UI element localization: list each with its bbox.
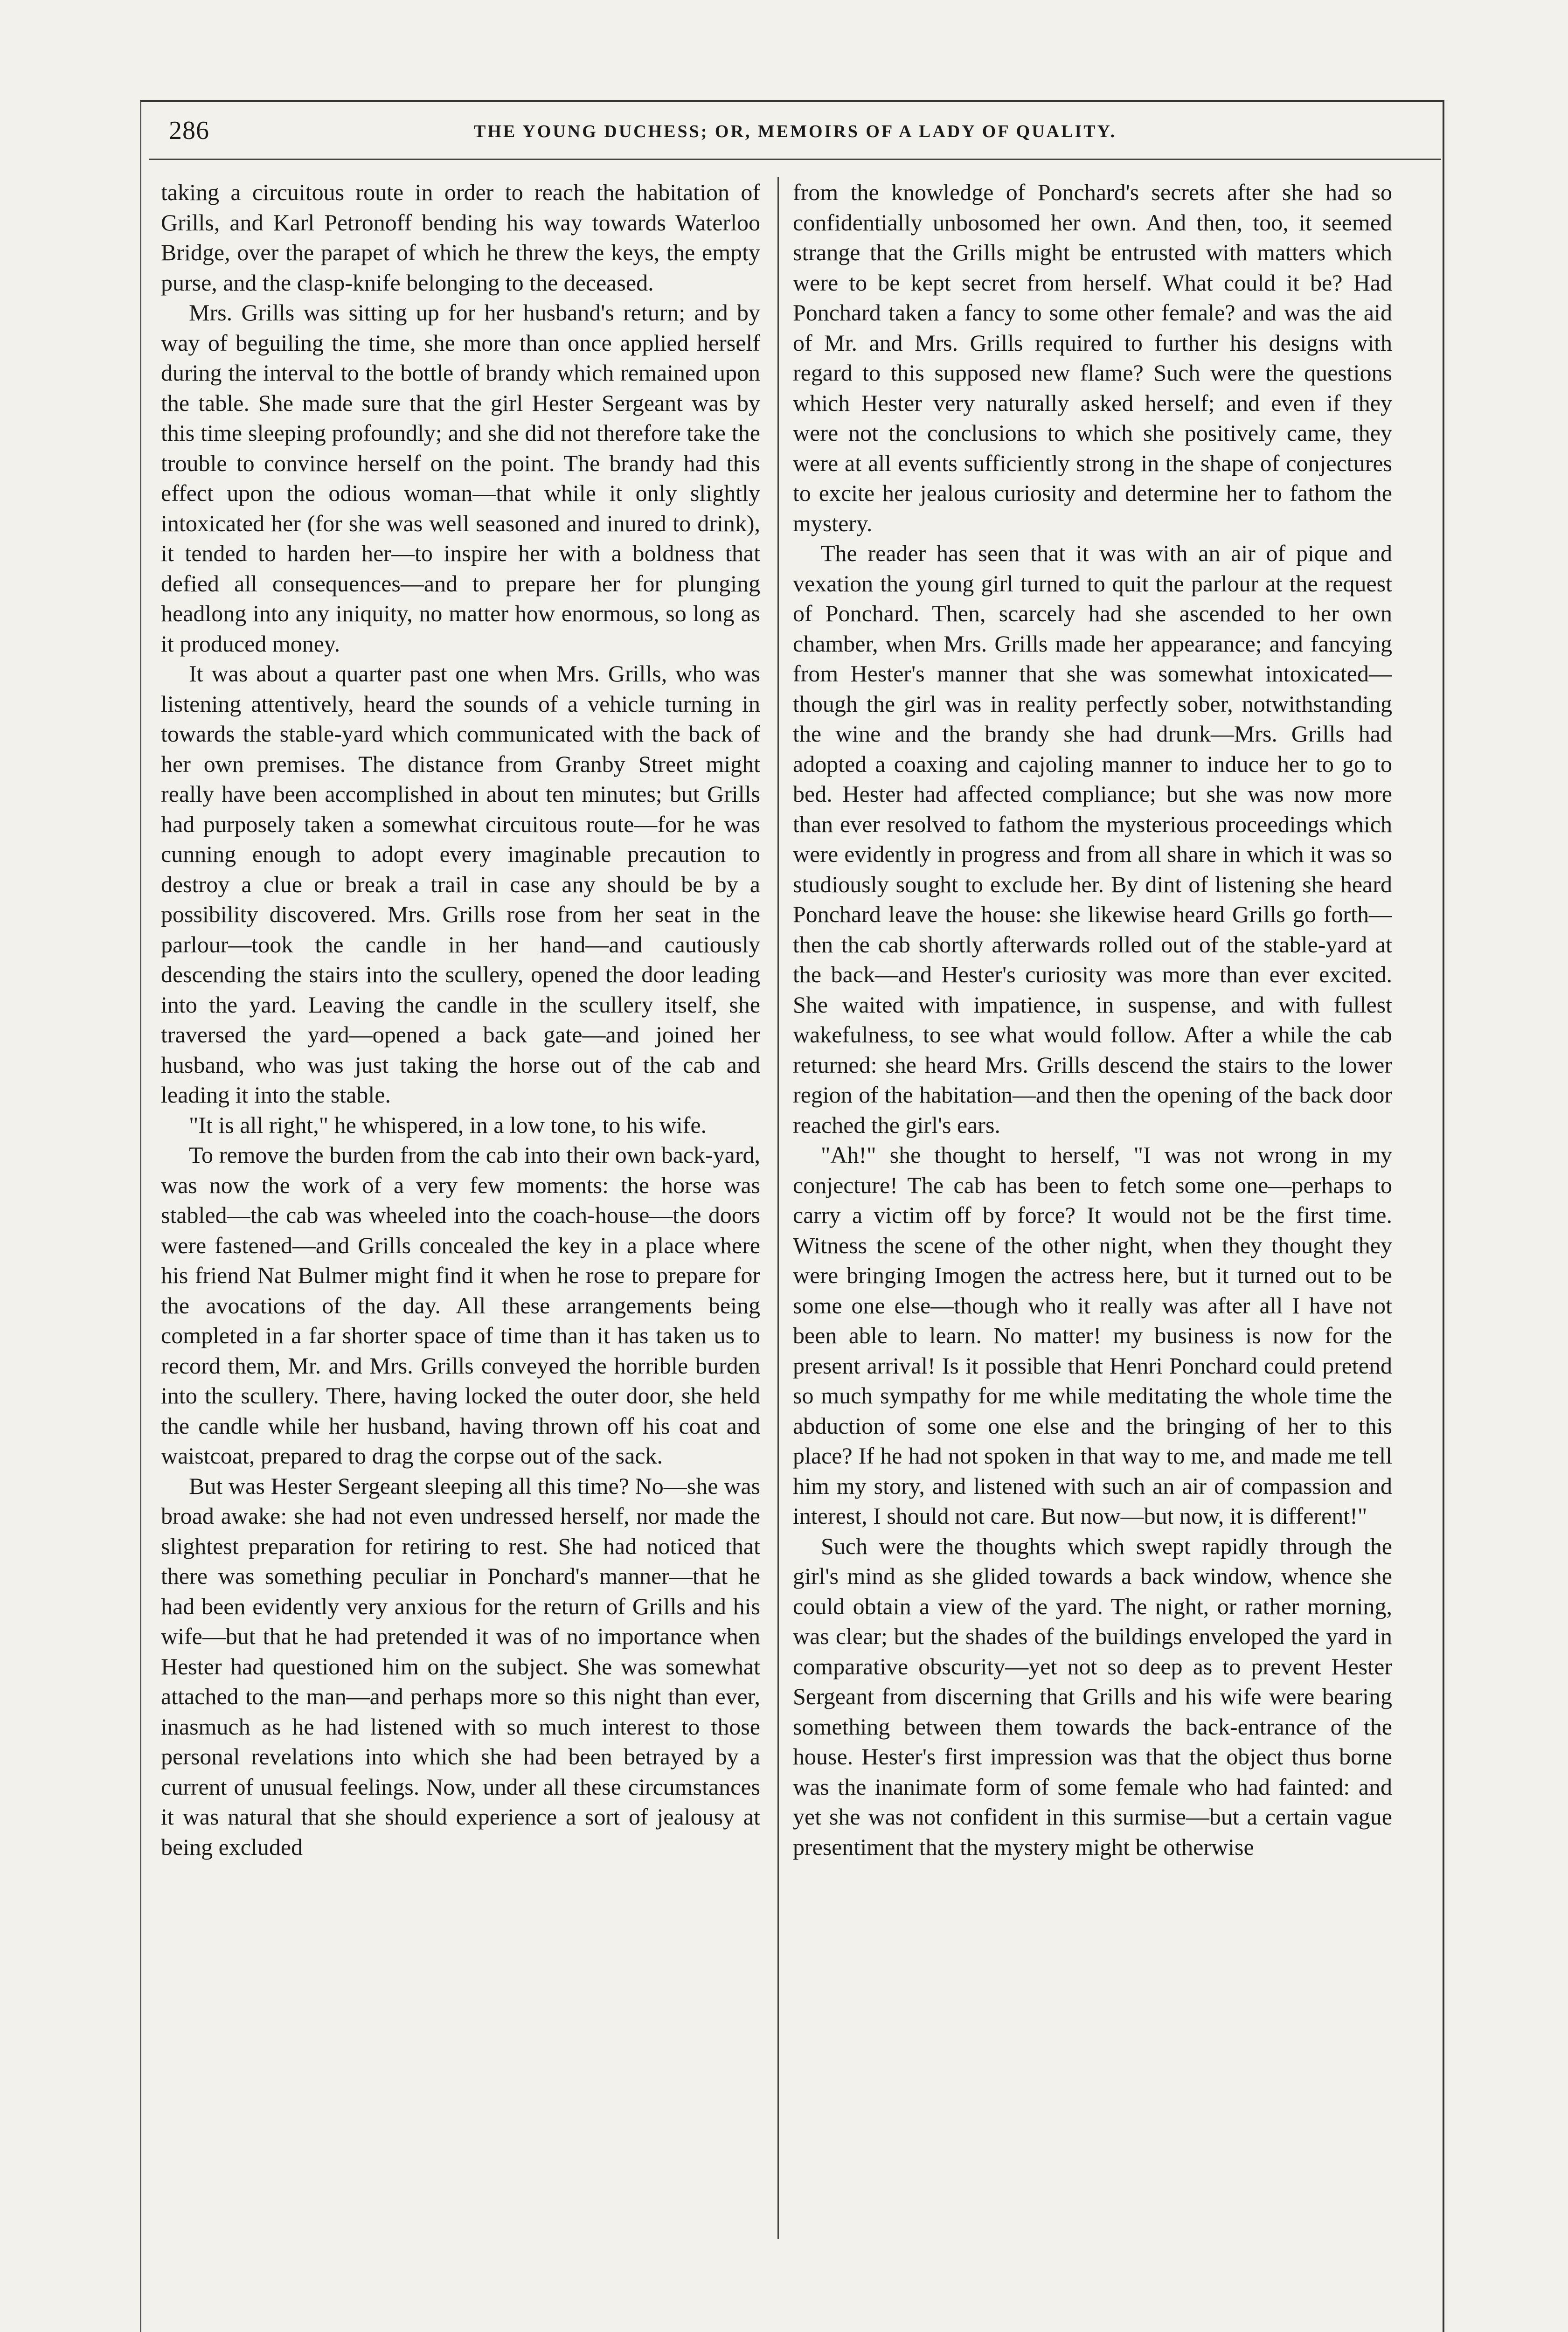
running-head — [159, 116, 1432, 162]
paragraph: The reader has seen that it was with an air of pique and vexation the young girl turned to quit the parlour at the request of Ponchard. Then, scarcely had she ascended to her own chamber, when Mrs. Grills made her appearance; and fancying from Hester's manner that she was somewhat intoxicated—though the girl was in reality perfectly sober, notwithstanding the wine and the brandy she had drunk—Mrs. Grills had adopted a coaxing and cajoling manner to induce her to go to bed. Hester had affected compliance; but she was now more than ever resolved to fathom the mysterious proceedings which were evidently in progress and from all share in which it was so studiously sought to exclude her. By dint of listening she heard Ponchard leave the house: she likewise heard Grills go forth—then the cab shortly afterwards rolled out of the stable-yard at the back—and Hester's curiosity was more than ever excited. She waited with impatience, in suspense, and with fullest wakefulness, to see what would follow. After a while the cab returned: she heard Mrs. Grills descend the stairs to the lower region of the habitation—and then the opening of the back door reached the girl's ears. — [793, 540, 1392, 1138]
running-title: THE YOUNG DUCHESS; OR, MEMOIRS OF A LADY OF QUALITY. — [473, 122, 1117, 141]
paragraph: from the knowledge of Ponchard's secrets after she had so confidentially unbosomed her own. And then, too, it seemed strange that the Grills might be entrusted with matters which were to be kept secret from herself. What could it be? Had Ponchard taken a fancy to some other female? and was the aid of Mr. and Mrs. Grills required to further his designs with regard to this supposed new flame? Such were the questions which Hester very naturally asked herself; and even if they were not the conclusions to which she positively came, they were at all events sufficiently strong in the shape of conjectures to excite her jealous curiosity and determine her to fathom the mystery. — [793, 179, 1392, 536]
paragraph: taking a circuitous route in order to reach the habitation of Grills, and Karl Petronoff bending his way towards Waterloo Bridge, over the parapet of which he threw the keys, the empty purse, and the clasp-knife belonging to the deceased. — [161, 179, 760, 296]
paragraph: To remove the burden from the cab into their own back-yard, was now the work of a very few moments: the horse was stabled—the cab was wheeled into the coach-house—the doors were fastened—and Grills concealed the key in a place where his friend Nat Bulmer might find it when he rose to prepare for the avocations of the day. All these arrangements being completed in a far shorter space of time than it has taken us to record them, Mr. and Mrs. Grills conveyed the horrible burden into the scullery. There, having locked the outer door, she held the candle while her husband, having thrown off his coat and waistcoat, prepared to drag the corpse out of the sack. — [161, 1142, 760, 1469]
column-divider — [777, 177, 779, 2239]
page-number: 286 — [169, 116, 209, 145]
left-column — [161, 177, 760, 2229]
paragraph: But was Hester Sergeant sleeping all this time? No—she was broad awake: she had not even undressed herself, nor made the slightest preparation for retiring to rest. She had noticed that there was something peculiar in Ponchard's manner—that he had been evidently very anxious for the return of Grills and his wife—but that he had pretended it was of no importance when Hester had questioned him on the subject. She was somewhat attached to the man—and perhaps more so this night than ever, inasmuch as he had listened with so much interest to those personal revelations into which she had been betrayed by a current of unusual feelings. Now, under all these circumstances it was natural that she should experience a sort of jealousy at being excluded — [161, 1472, 760, 1860]
paragraph: "Ah!" she thought to herself, "I was not wrong in my conjecture! The cab has been to fetch some one—perhaps to carry a victim off by force? It would not be the first time. Witness the scene of the other night, when they thought they were bringing Imogen the actress here, but it turned out to be some one else—though who it really was after all I have not been able to learn. No matter! my business is now for the present arrival! Is it possible that Henri Ponchard could pretend so much sympathy for me while meditating the whole time the abduction of some one else and the bringing of her to this place? If he had not spoken in that way to me, and made me tell him my story, and listened with such an air of compassion and interest, I should not care. But now—but now, it is different!" — [793, 1142, 1392, 1529]
paragraph: Mrs. Grills was sitting up for her husband's return; and by way of beguiling the time, she more than once applied herself during the interval to the bottle of brandy which remained upon the table. She made sure that the girl Hester Sergeant was by this time sleeping profoundly; and she did not therefore take the trouble to convince herself on the point. The brandy had this effect upon the odious woman—that while it only slightly intoxicated her (for she was well seasoned and inured to drink), it tended to harden her—to inspire her with a boldness that defied all consequences—and to prepare her for plunging headlong into any iniquity, no matter how enormous, so long as it produced money. — [161, 299, 760, 657]
header-rule — [149, 159, 1441, 160]
right-column — [793, 177, 1392, 2229]
paragraph: Such were the thoughts which swept rapidly through the girl's mind as she glided towards a back window, whence she could obtain a view of the yard. The night, or rather morning, was clear; but the shades of the buildings enveloped the yard in comparative obscurity—yet not so deep as to prevent Hester Sergeant from discerning that Grills and his wife were bearing something between them towards the back-entrance of the house. Hester's first impression was that the object thus borne was the inanimate form of some female who had fainted: and yet she was not confident in this surmise—but a certain vague presentiment that the mystery might be otherwise — [793, 1533, 1392, 1860]
paragraph: It was about a quarter past one when Mrs. Grills, who was listening attentively, heard the sounds of a vehicle turning in towards the stable-yard which communicated with the back of her own premises. The distance from Granby Street might really have been accomplished in about ten minutes; but Grills had purposely taken a somewhat circuitous route—for he was cunning enough to adopt every imaginable precaution to destroy a clue or break a trail in case any should be by a possibility discovered. Mrs. Grills rose from her seat in the parlour—took the candle in her hand—and cautiously descending the stairs into the scullery, opened the door leading into the yard. Leaving the candle in the scullery itself, she traversed the yard—opened a back gate—and joined her husband, who was just taking the horse out of the cab and leading it into the stable. — [161, 660, 760, 1108]
paragraph: "It is all right," he whispered, in a low tone, to his wife. — [189, 1111, 707, 1138]
